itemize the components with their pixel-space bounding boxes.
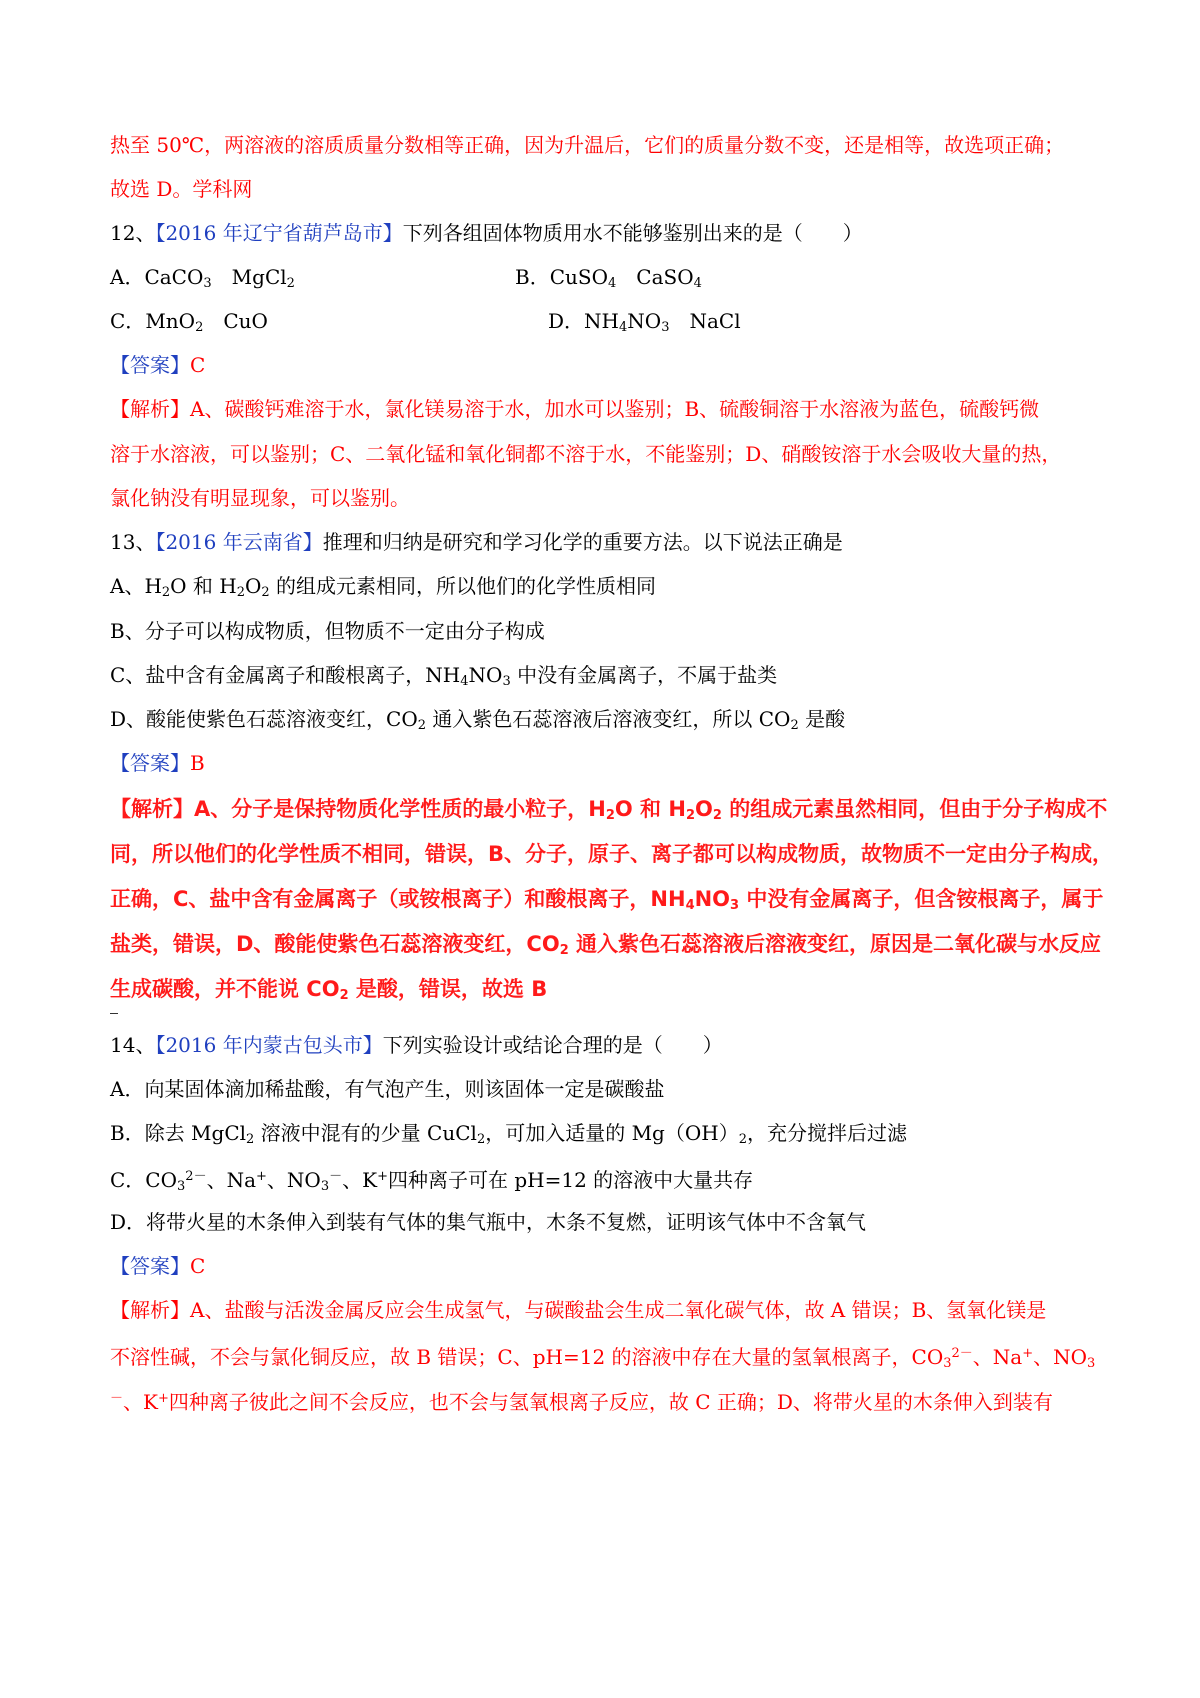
q14-option-a: A．向某固体滴加稀盐酸，有气泡产生，则该固体一定是碳酸盐 — [110, 1077, 665, 1101]
q13-question: 13、【2016 年云南省】推理和归纳是研究和学习化学的重要方法。以下说法正确是 — [110, 530, 843, 554]
q12-source: 【2016 年辽宁省葫芦岛市】 — [155, 221, 403, 245]
q12-option-d: D．$NH_4NO_3$ NaCl — [548, 309, 741, 335]
q12-option-b: B．CuSO$_4$ CaSO$_4$ — [515, 265, 702, 291]
q12-option-a: A．CaCO$_3$ MgCl$_2$ — [110, 265, 295, 291]
q14-answer: 【答案】C — [110, 1254, 206, 1278]
q12-analysis-line-2: 溶于水溶液，可以鉴别；C、二氧化锰和氧化铜都不溶于水，不能鉴别；D、硝酸铵溶于水会吸收大量的热， — [110, 442, 1062, 466]
q13-option-a: A、$H_2O$ 和 $H_2O_2$ 的组成元素相同，所以他们的化学性质相同 — [110, 574, 657, 600]
q14-option-b: B．除去 MgCl$_2$ 溶液中混有的少量 CuCl$_2$，可加入适量的 $Mg(OH)_2$，充分搅拌后过滤 — [110, 1121, 907, 1147]
q12-answer: 【答案】C — [110, 353, 206, 377]
q14-analysis-line-2: 不溶性碱，不会与氯化铜反应，故 B 错误；C、pH=12 的溶液中存在大量的氢氧根离子，$CO_3^{2-}$、Na+、$NO_3$ — [110, 1345, 1096, 1371]
q12-stem: 下列各组固体物质用水不能够鉴别出来的是（ ） — [402, 221, 863, 245]
q11-analysis-line-2: 故选 D。学科网 — [110, 177, 253, 201]
q13-source: 【2016 年云南省】 — [155, 530, 323, 554]
q13-analysis-line-1: 【解析】A、分子是保持物质化学性质的最小粒子，$H_2O$ 和 $H_2O_2$ 的组成元素虽然相同，但由于分子构成不 — [110, 797, 1108, 823]
q14-option-c: C．$CO_3^{2-}$、Na+、$NO_3^-$、K+四种离子可在 pH=12 的溶液中大量共存 — [110, 1168, 754, 1194]
q14-analysis-line-3: －、K+四种离子彼此之间不会反应，也不会与氢氧根离子反应，故 C 正确；D、将带火星的木条伸入到装有 — [110, 1390, 1053, 1414]
q13-option-d: D、酸能使紫色石蕊溶液变红，$CO_2$ 通入紫色石蕊溶液后溶液变红，所以 $CO_2$ 是酸 — [110, 707, 846, 733]
q13-analysis-line-4: 盐类，错误，D、酸能使紫色石蕊溶液变红，$CO_2$ 通入紫色石蕊溶液后溶液变红，原因是二氧化碳与水反应 — [110, 932, 1102, 958]
q13-analysis-line-5: 生成碳酸，并不能说 $CO_2$ 是酸，错误，故选 B — [110, 977, 548, 1003]
q13-analysis-line-2: 同，所以他们的化学性质不相同，错误，B、分子，原子、离子都可以构成物质，故物质不一定由分子构成， — [110, 842, 1114, 866]
q12-option-c: C．MnO$_2$ CuO — [110, 309, 268, 335]
q13-option-b: B、分子可以构成物质，但物质不一定由分子构成 — [110, 619, 545, 643]
q11-analysis-line-1: 热至 50℃，两溶液的溶质质量分数相等正确，因为升温后，它们的质量分数不变，还是相等，故选项正确； — [110, 133, 1065, 157]
q13-answer: 【答案】B — [110, 751, 205, 775]
q13-analysis-line-3: 正确，C、盐中含有金属离子（或铵根离子）和酸根离子，$NH_4NO_3$ 中没有金属离子，但含铵根离子，属于 — [110, 887, 1104, 913]
q12-question — [110, 219, 1105, 247]
q12-analysis-line-3: 氯化钠没有明显现象，可以鉴别。 — [110, 486, 410, 510]
q14-analysis-line-1: 【解析】A、盐酸与活泼金属反应会生成氢气，与碳酸盐会生成二氧化碳气体，故 A 错误；B、氢氧化镁是 — [110, 1298, 1047, 1322]
q12-number: 12、 — [110, 221, 156, 245]
q14-question: 14、【2016 年内蒙古包头市】下列实验设计或结论合理的是（ ） — [110, 1033, 723, 1057]
divider-mark — [110, 1013, 118, 1014]
q13-option-c: C、盐中含有金属离子和酸根离子，$NH_4NO_3$ 中没有金属离子，不属于盐类 — [110, 663, 778, 689]
q12-analysis-line-1: 【解析】A、碳酸钙难溶于水，氯化镁易溶于水，加水可以鉴别；B、硫酸铜溶于水溶液为蓝色，硫酸钙微 — [110, 397, 1040, 421]
q14-source: 【2016 年内蒙古包头市】 — [155, 1033, 383, 1057]
q14-option-d: D．将带火星的木条伸入到装有气体的集气瓶中，木条不复燃，证明该气体中不含氧气 — [110, 1210, 867, 1234]
